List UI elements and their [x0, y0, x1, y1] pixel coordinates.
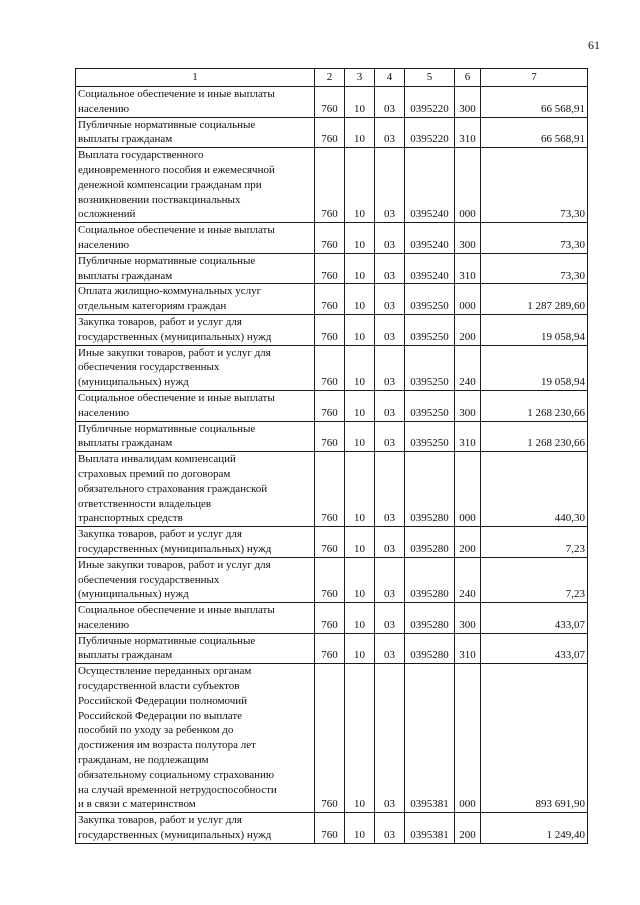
column-3-cell: 10	[345, 253, 375, 284]
column-5-cell: 0395250	[405, 314, 455, 345]
column-3-cell: 10	[345, 117, 375, 148]
description-line: Публичные нормативные социальные	[78, 634, 256, 647]
column-header: 6	[455, 69, 481, 87]
column-4-cell: 03	[375, 345, 405, 390]
description-line: выплаты гражданам	[78, 133, 173, 146]
column-6-cell: 300	[455, 390, 481, 421]
column-3-cell: 10	[345, 633, 375, 664]
column-2-cell: 760	[315, 633, 345, 664]
description-line: выплаты гражданам	[78, 269, 173, 282]
description-line: транспортных средств	[78, 512, 183, 525]
column-5-cell: 0395381	[405, 664, 455, 813]
table-row	[76, 452, 588, 527]
column-header: 4	[375, 69, 405, 87]
column-header: 1	[76, 69, 315, 87]
column-4-cell: 03	[375, 390, 405, 421]
description-line: возникновении поствакцинальных	[78, 193, 241, 206]
column-3-cell: 10	[345, 87, 375, 118]
description-line: обеспечения государственных	[78, 361, 220, 374]
amount-cell: 1 249,40	[481, 813, 588, 844]
column-5-cell: 0395280	[405, 633, 455, 664]
column-6-cell: 310	[455, 633, 481, 664]
amount-cell: 73,30	[481, 253, 588, 284]
amount-cell: 73,30	[481, 223, 588, 254]
column-3-cell: 10	[345, 314, 375, 345]
description-line: ответственности владельцев	[78, 497, 212, 510]
amount-cell: 7,23	[481, 527, 588, 558]
description-cell	[76, 390, 315, 421]
column-2-cell: 760	[315, 87, 345, 118]
description-cell	[76, 223, 315, 254]
column-5-cell: 0395250	[405, 421, 455, 452]
description-cell	[76, 603, 315, 634]
description-cell	[76, 527, 315, 558]
description-line: и в связи с материнством	[78, 798, 196, 811]
table-row	[76, 557, 588, 602]
description-line: выплаты гражданам	[78, 649, 173, 662]
column-3-cell: 10	[345, 421, 375, 452]
amount-cell: 1 287 289,60	[481, 284, 588, 315]
description-line: страховых премий по договорам	[78, 467, 231, 480]
description-line: Публичные нормативные социальные	[78, 118, 256, 131]
description-cell	[76, 117, 315, 148]
column-5-cell: 0395280	[405, 527, 455, 558]
column-3-cell: 10	[345, 664, 375, 813]
description-line: населению	[78, 406, 130, 419]
column-3-cell: 10	[345, 345, 375, 390]
table-row	[76, 284, 588, 315]
column-4-cell: 03	[375, 527, 405, 558]
column-6-cell: 200	[455, 314, 481, 345]
column-2-cell: 760	[315, 557, 345, 602]
description-cell	[76, 452, 315, 527]
description-line: Выплата инвалидам компенсаций	[78, 453, 236, 466]
description-line: пособий по уходу за ребенком до	[78, 724, 234, 737]
column-4-cell: 03	[375, 284, 405, 315]
amount-cell: 7,23	[481, 557, 588, 602]
column-4-cell: 03	[375, 421, 405, 452]
column-6-cell: 000	[455, 284, 481, 315]
description-line: денежной компенсации гражданам при	[78, 178, 262, 191]
column-6-cell: 300	[455, 223, 481, 254]
page-number: 61	[588, 38, 600, 52]
table-header-row	[76, 69, 588, 87]
column-5-cell: 0395280	[405, 452, 455, 527]
amount-cell: 433,07	[481, 633, 588, 664]
column-6-cell: 200	[455, 813, 481, 844]
column-2-cell: 760	[315, 117, 345, 148]
budget-table	[75, 68, 588, 844]
column-4-cell: 03	[375, 813, 405, 844]
column-5-cell: 0395250	[405, 345, 455, 390]
description-cell	[76, 557, 315, 602]
description-line: отдельным категориям граждан	[78, 300, 227, 313]
description-line: государственных (муниципальных) нужд	[78, 829, 272, 842]
description-cell	[76, 148, 315, 223]
column-2-cell: 760	[315, 314, 345, 345]
column-2-cell: 760	[315, 664, 345, 813]
column-3-cell: 10	[345, 148, 375, 223]
description-line: Социальное обеспечение и иные выплаты	[78, 88, 275, 100]
description-cell	[76, 421, 315, 452]
column-5-cell: 0395240	[405, 148, 455, 223]
table-row	[76, 421, 588, 452]
column-3-cell: 10	[345, 390, 375, 421]
column-4-cell: 03	[375, 87, 405, 118]
description-line: Закупка товаров, работ и услуг для	[78, 814, 242, 827]
column-4-cell: 03	[375, 633, 405, 664]
amount-cell: 19 058,94	[481, 345, 588, 390]
column-5-cell: 0395250	[405, 284, 455, 315]
amount-cell: 433,07	[481, 603, 588, 634]
column-header: 3	[345, 69, 375, 87]
column-5-cell: 0395381	[405, 813, 455, 844]
table-body	[76, 69, 588, 844]
column-4-cell: 03	[375, 223, 405, 254]
column-header: 7	[481, 69, 588, 87]
column-5-cell: 0395220	[405, 87, 455, 118]
column-6-cell: 310	[455, 117, 481, 148]
description-line: Российской Федерации по выплате	[78, 709, 243, 722]
column-5-cell: 0395220	[405, 117, 455, 148]
column-6-cell: 300	[455, 603, 481, 634]
description-line: Выплата государственного	[78, 149, 204, 162]
column-2-cell: 760	[315, 452, 345, 527]
column-6-cell: 000	[455, 148, 481, 223]
description-line: Российской Федерации полномочий	[78, 694, 248, 707]
description-line: населению	[78, 102, 130, 115]
description-line: достижения им возраста полутора лет	[78, 739, 256, 752]
column-2-cell: 760	[315, 253, 345, 284]
column-2-cell: 760	[315, 421, 345, 452]
description-line: Социальное обеспечение и иные выплаты	[78, 224, 275, 237]
description-line: (муниципальных) нужд	[78, 376, 189, 389]
description-line: (муниципальных) нужд	[78, 588, 189, 601]
description-cell	[76, 87, 315, 118]
amount-cell: 73,30	[481, 148, 588, 223]
column-6-cell: 310	[455, 253, 481, 284]
table-row	[76, 664, 588, 813]
amount-cell: 1 268 230,66	[481, 390, 588, 421]
table-row	[76, 813, 588, 844]
table-row	[76, 527, 588, 558]
column-6-cell: 240	[455, 345, 481, 390]
column-2-cell: 760	[315, 223, 345, 254]
description-line: государственных (муниципальных) нужд	[78, 330, 272, 343]
column-6-cell: 310	[455, 421, 481, 452]
column-2-cell: 760	[315, 284, 345, 315]
column-6-cell: 300	[455, 87, 481, 118]
description-line: единовременного пособия и ежемесячной	[78, 163, 275, 176]
description-line: Публичные нормативные социальные	[78, 422, 256, 435]
description-line: населению	[78, 618, 130, 631]
column-4-cell: 03	[375, 603, 405, 634]
description-line: Социальное обеспечение и иные выплаты	[78, 604, 275, 617]
amount-cell: 66 568,91	[481, 87, 588, 118]
amount-cell: 440,30	[481, 452, 588, 527]
column-2-cell: 760	[315, 390, 345, 421]
column-6-cell: 000	[455, 664, 481, 813]
description-cell	[76, 345, 315, 390]
column-3-cell: 10	[345, 223, 375, 254]
table-row	[76, 148, 588, 223]
column-2-cell: 760	[315, 603, 345, 634]
description-line: государственной власти субъектов	[78, 680, 240, 693]
description-cell	[76, 284, 315, 315]
description-cell	[76, 633, 315, 664]
column-5-cell: 0395250	[405, 390, 455, 421]
table-row	[76, 314, 588, 345]
description-cell	[76, 664, 315, 813]
column-2-cell: 760	[315, 148, 345, 223]
table-row	[76, 117, 588, 148]
column-2-cell: 760	[315, 527, 345, 558]
column-6-cell: 240	[455, 557, 481, 602]
description-line: государственных (муниципальных) нужд	[78, 542, 272, 555]
description-line: Оплата жилищно-коммунальных услуг	[78, 285, 262, 298]
column-4-cell: 03	[375, 452, 405, 527]
column-3-cell: 10	[345, 557, 375, 602]
description-line: осложнений	[78, 208, 136, 221]
table-row	[76, 223, 588, 254]
description-line: на случай временной нетрудоспособности	[78, 783, 277, 796]
description-cell	[76, 253, 315, 284]
amount-cell: 1 268 230,66	[481, 421, 588, 452]
description-cell	[76, 813, 315, 844]
table-row	[76, 603, 588, 634]
table-row	[76, 390, 588, 421]
column-4-cell: 03	[375, 253, 405, 284]
amount-cell: 66 568,91	[481, 117, 588, 148]
column-3-cell: 10	[345, 452, 375, 527]
description-line: обязательного страхования гражданской	[78, 482, 268, 495]
description-line: населению	[78, 238, 130, 251]
column-6-cell: 000	[455, 452, 481, 527]
column-2-cell: 760	[315, 345, 345, 390]
column-3-cell: 10	[345, 603, 375, 634]
description-cell	[76, 314, 315, 345]
column-4-cell: 03	[375, 148, 405, 223]
table-row	[76, 253, 588, 284]
table-row	[76, 87, 588, 118]
table-row	[76, 633, 588, 664]
column-5-cell: 0395240	[405, 223, 455, 254]
column-3-cell: 10	[345, 813, 375, 844]
amount-cell: 19 058,94	[481, 314, 588, 345]
description-line: гражданам, не подлежащим	[78, 754, 209, 767]
column-5-cell: 0395240	[405, 253, 455, 284]
description-line: Осуществление переданных органам	[78, 665, 252, 678]
description-line: Иные закупки товаров, работ и услуг для	[78, 558, 271, 571]
description-line: Закупка товаров, работ и услуг для	[78, 528, 242, 541]
description-line: выплаты гражданам	[78, 437, 173, 450]
column-header: 2	[315, 69, 345, 87]
description-line: обеспечения государственных	[78, 573, 220, 586]
description-line: обязательному социальному страхованию	[78, 768, 275, 781]
column-6-cell: 200	[455, 527, 481, 558]
description-line: Публичные нормативные социальные	[78, 254, 256, 267]
column-2-cell: 760	[315, 813, 345, 844]
column-4-cell: 03	[375, 664, 405, 813]
description-line: Закупка товаров, работ и услуг для	[78, 315, 242, 328]
column-3-cell: 10	[345, 527, 375, 558]
column-header: 5	[405, 69, 455, 87]
description-line: Социальное обеспечение и иные выплаты	[78, 391, 275, 404]
column-5-cell: 0395280	[405, 557, 455, 602]
column-5-cell: 0395280	[405, 603, 455, 634]
column-4-cell: 03	[375, 314, 405, 345]
column-4-cell: 03	[375, 117, 405, 148]
table-row	[76, 345, 588, 390]
amount-cell: 893 691,90	[481, 664, 588, 813]
description-line: Иные закупки товаров, работ и услуг для	[78, 346, 271, 359]
column-3-cell: 10	[345, 284, 375, 315]
column-4-cell: 03	[375, 557, 405, 602]
